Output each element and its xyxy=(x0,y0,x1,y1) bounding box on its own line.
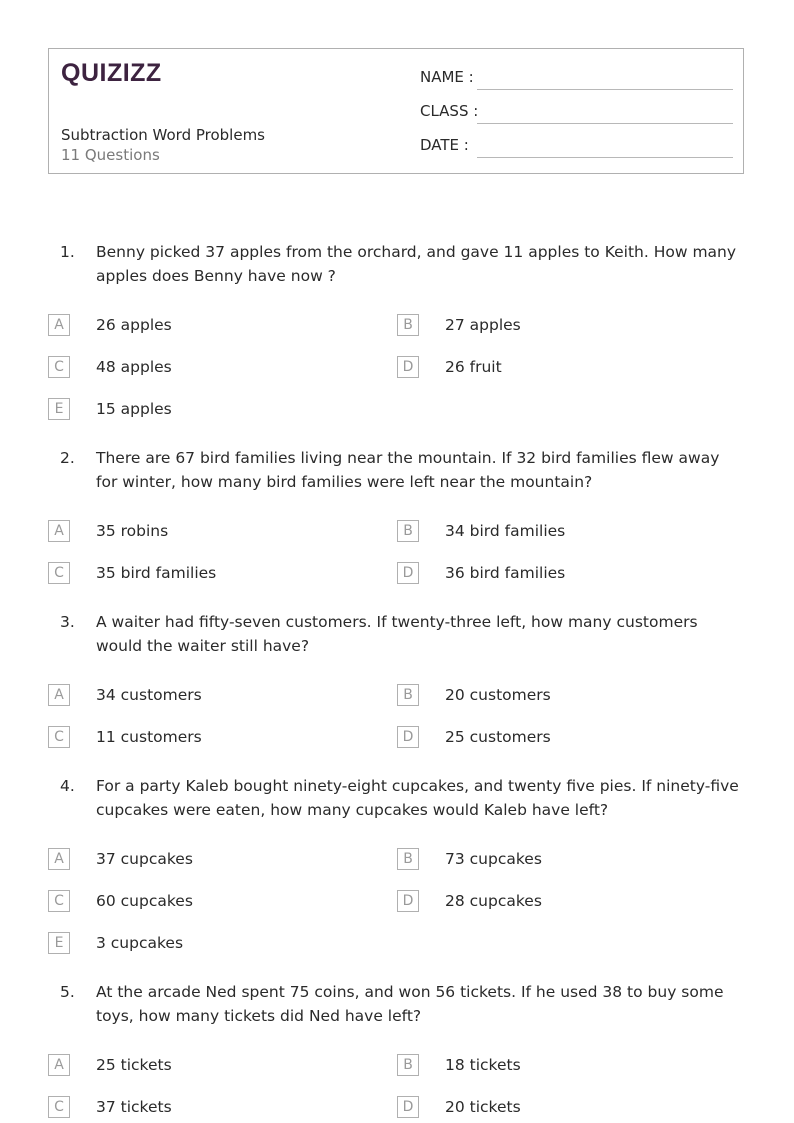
option-letter-box: B xyxy=(397,684,419,706)
question-text: At the arcade Ned spent 75 coins, and won 56 tickets. If he used 38 to buy some toys, how many tickets did Ned have left? xyxy=(96,983,724,1025)
option-text: 26 fruit xyxy=(445,358,502,376)
option-text: 26 apples xyxy=(96,316,172,334)
quizizz-logo: QUIZIZZ xyxy=(61,59,162,87)
question-number: 5. xyxy=(60,983,75,1001)
option-letter-box: E xyxy=(48,398,70,420)
option-letter-box: C xyxy=(48,562,70,584)
option-text: 15 apples xyxy=(96,400,172,418)
option-text: 34 customers xyxy=(96,686,202,704)
worksheet-header xyxy=(48,48,744,174)
option-letter-box: D xyxy=(397,356,419,378)
question-number: 2. xyxy=(60,449,75,467)
option-letter-box: A xyxy=(48,520,70,542)
question-number: 3. xyxy=(60,613,75,631)
option-text: 20 customers xyxy=(445,686,551,704)
option-letter-box: A xyxy=(48,848,70,870)
question-text: Benny picked 37 apples from the orchard, and gave 11 apples to Keith. How many apples does Benny have now ? xyxy=(96,243,737,285)
option-text: 20 tickets xyxy=(445,1098,521,1116)
option-text: 28 cupcakes xyxy=(445,892,542,910)
option-letter-box: D xyxy=(397,726,419,748)
question-text: A waiter had fifty-seven customers. If twenty-three left, how many customers would the waiter still have? xyxy=(96,613,698,655)
name-line xyxy=(477,89,733,90)
option-text: 3 cupcakes xyxy=(96,934,184,952)
option-text: 11 customers xyxy=(96,728,202,746)
option-letter-box: B xyxy=(397,314,419,336)
option-letter-box: C xyxy=(48,726,70,748)
option-text: 73 cupcakes xyxy=(445,850,542,868)
option-text: 48 apples xyxy=(96,358,172,376)
option-letter-box: D xyxy=(397,562,419,584)
date-line xyxy=(477,157,733,158)
class-line xyxy=(477,123,733,124)
option-text: 35 bird families xyxy=(96,564,217,582)
class-label: CLASS : xyxy=(420,102,479,120)
name-label: NAME : xyxy=(420,68,474,86)
question-text: For a party Kaleb bought ninety-eight cupcakes, and twenty five pies. If ninety-five cupcakes were eaten, how many cupcakes would Kaleb have left? xyxy=(96,777,739,819)
option-letter-box: A xyxy=(48,684,70,706)
option-text: 36 bird families xyxy=(445,564,566,582)
option-text: 25 tickets xyxy=(96,1056,172,1074)
option-text: 25 customers xyxy=(445,728,551,746)
question-text: There are 67 bird families living near the mountain. If 32 bird families flew away for winter, how many bird families were left near the mountain? xyxy=(96,449,720,491)
option-letter-box: B xyxy=(397,848,419,870)
option-letter-box: B xyxy=(397,1054,419,1076)
option-text: 35 robins xyxy=(96,522,169,540)
option-text: 27 apples xyxy=(445,316,521,334)
option-text: 37 tickets xyxy=(96,1098,172,1116)
option-letter-box: D xyxy=(397,1096,419,1118)
question-number: 4. xyxy=(60,777,75,795)
question-number: 1. xyxy=(60,243,75,261)
option-letter-box: C xyxy=(48,1096,70,1118)
option-letter-box: C xyxy=(48,356,70,378)
option-text: 37 cupcakes xyxy=(96,850,193,868)
worksheet-title: Subtraction Word Problems xyxy=(61,126,266,144)
option-text: 34 bird families xyxy=(445,522,566,540)
option-letter-box: D xyxy=(397,890,419,912)
date-label: DATE : xyxy=(420,136,469,154)
option-letter-box: B xyxy=(397,520,419,542)
option-text: 60 cupcakes xyxy=(96,892,193,910)
option-letter-box: A xyxy=(48,314,70,336)
option-letter-box: E xyxy=(48,932,70,954)
option-letter-box: C xyxy=(48,890,70,912)
option-letter-box: A xyxy=(48,1054,70,1076)
question-count: 11 Questions xyxy=(61,146,160,164)
option-text: 18 tickets xyxy=(445,1056,521,1074)
